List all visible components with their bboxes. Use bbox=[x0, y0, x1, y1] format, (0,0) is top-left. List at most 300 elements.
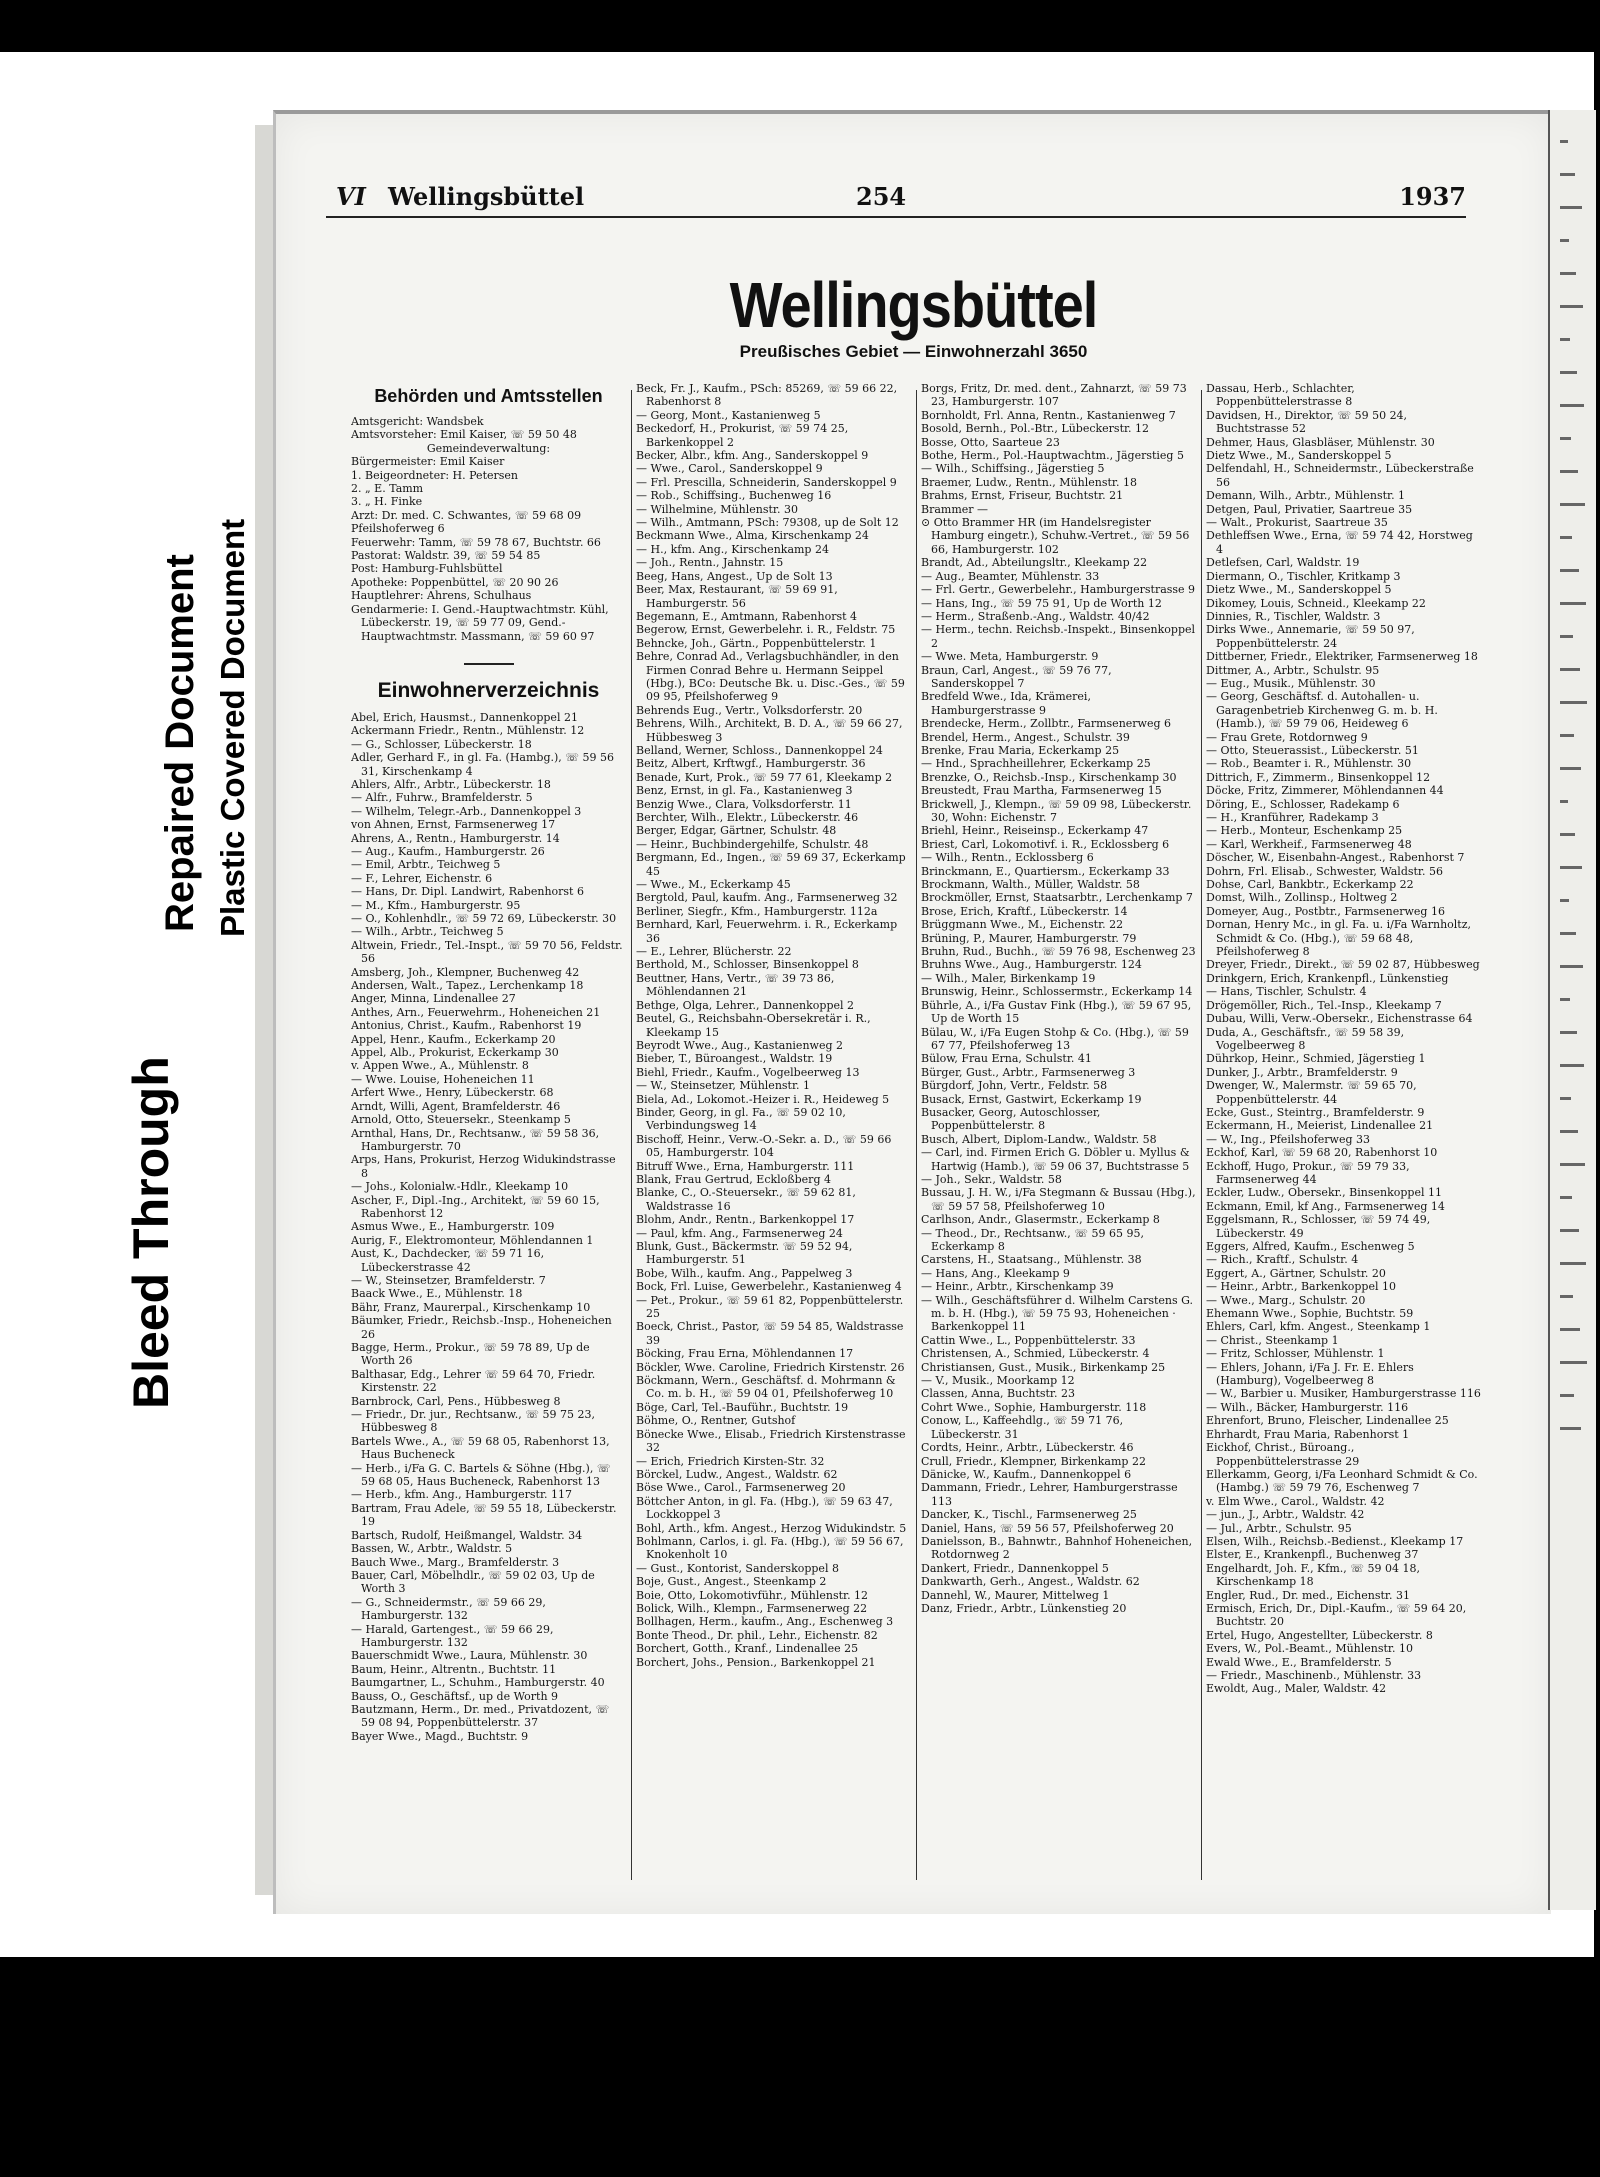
directory-entry: Daniel, Hans, ☏ 59 56 57, Pfeilshoferweg 20 bbox=[921, 1521, 1174, 1535]
directory-entry: — Wilh., Geschäftsführer d. Wilhelm Carstens G. m. b. H. (Hbg.), ☏ 59 75 93, Hoheneichen · Barkenkoppel 11 bbox=[921, 1293, 1194, 1334]
directory-entry: Ascher, F., Dipl.-Ing., Architekt, ☏ 59 60 15, Rabenhorst 12 bbox=[351, 1193, 600, 1220]
authority-entry: Feuerwehr: Tamm, ☏ 59 78 67, Buchtstr. 66 bbox=[351, 535, 601, 549]
directory-entry: Brinckmann, E., Quartiersm., Eckerkamp 33 bbox=[921, 864, 1170, 878]
directory-entry: Blank, Frau Gertrud, Eckloßberg 4 bbox=[636, 1172, 831, 1186]
directory-entry: von Ahnen, Ernst, Farmsenerweg 17 bbox=[351, 818, 556, 832]
directory-entry: Ehlers, Carl, kfm. Angest., Steenkamp 1 bbox=[1206, 1320, 1431, 1334]
directory-entry: Ermisch, Erich, Dr., Dipl.-Kaufm., ☏ 59 64 20, Buchtstr. 20 bbox=[1206, 1601, 1467, 1629]
directory-entry: Borchert, Johs., Pension., Barkenkoppel 21 bbox=[636, 1655, 876, 1669]
directory-entry: Börckel, Ludw., Angest., Waldstr. 62 bbox=[636, 1467, 838, 1481]
directory-entry: Breustedt, Frau Martha, Farmsenerweg 15 bbox=[921, 784, 1162, 798]
directory-entry: Busack, Ernst, Gastwirt, Eckerkamp 19 bbox=[921, 1092, 1142, 1106]
directory-entry: Dankwarth, Gerh., Angest., Waldstr. 62 bbox=[921, 1575, 1140, 1589]
directory-entry: v. Elm Wwe., Carol., Waldstr. 42 bbox=[1206, 1494, 1385, 1508]
directory-entry: — Rich., Kraftf., Schulstr. 4 bbox=[1206, 1253, 1359, 1267]
directory-entry: Danz, Friedr., Arbtr., Lünkenstieg 20 bbox=[921, 1601, 1127, 1615]
directory-entry: — Rob., Beamter i. R., Mühlenstr. 30 bbox=[1206, 757, 1412, 771]
directory-entry: — Theod., Dr., Rechtsanw., ☏ 59 65 95, Eckerkamp 8 bbox=[921, 1226, 1145, 1253]
directory-entry: Delfendahl, H., Schneidermstr., Lübeckerstraße 56 bbox=[1206, 462, 1474, 489]
directory-entry: Ackermann Friedr., Rentn., Mühlenstr. 12 bbox=[351, 724, 585, 738]
adjacent-page-text-fragment bbox=[1560, 291, 1583, 308]
adjacent-page-text-fragment bbox=[1560, 225, 1569, 242]
directory-entry: Dankert, Friedr., Dannenkoppel 5 bbox=[921, 1561, 1109, 1575]
directory-entry: Berger, Edgar, Gärtner, Schulstr. 48 bbox=[636, 824, 837, 838]
directory-entry: Christensen, A., Schmied, Lübeckerstr. 4 bbox=[921, 1347, 1150, 1361]
directory-entry: Dittberner, Friedr., Elektriker, Farmsenerweg 18 bbox=[1206, 650, 1478, 664]
page-edge-shadow bbox=[255, 125, 273, 1895]
directory-entry: — W., Steinsetzer, Bramfelderstr. 7 bbox=[351, 1273, 546, 1287]
directory-entry: — Wwe. Louise, Hoheneichen 11 bbox=[351, 1072, 535, 1086]
directory-entry: Andersen, Walt., Tapez., Lerchenkamp 18 bbox=[351, 979, 584, 993]
directory-entry: Dietz Wwe., M., Sanderskoppel 5 bbox=[1206, 583, 1392, 597]
directory-entry: Baum, Heinr., Altrentn., Buchtstr. 11 bbox=[351, 1662, 557, 1676]
directory-entry: Bartels Wwe., A., ☏ 59 68 05, Rabenhorst 13, Haus Bucheneck bbox=[351, 1434, 610, 1462]
directory-entry: Benade, Kurt, Prok., ☏ 59 77 61, Kleekamp 2 bbox=[636, 770, 893, 784]
adjacent-page-text-fragment bbox=[1560, 1413, 1581, 1430]
column-divider bbox=[1201, 390, 1202, 1880]
running-header bbox=[336, 182, 1466, 212]
plastic-covered-label: Plastic Covered Document bbox=[214, 518, 251, 937]
authority-entry: Hauptlehrer: Ahrens, Schulhaus bbox=[351, 589, 532, 603]
directory-entry: — Wilh., Schiffsing., Jägerstieg 5 bbox=[921, 462, 1105, 476]
directory-entry: Altwein, Friedr., Tel.-Inspt., ☏ 59 70 56, Feldstr. 56 bbox=[351, 938, 623, 966]
town-title: Wellingsbüttel bbox=[729, 268, 1098, 341]
directory-entry: Döscher, W., Eisenbahn-Angest., Rabenhorst 7 bbox=[1206, 851, 1465, 865]
directory-entry: Bergmann, Ed., Ingen., ☏ 59 69 37, Eckerkamp 45 bbox=[636, 851, 906, 878]
authority-entry: Bürgermeister: Emil Kaiser bbox=[351, 455, 505, 469]
column-3 bbox=[921, 382, 1196, 1882]
adjacent-page-text-fragment bbox=[1560, 555, 1579, 572]
directory-entry: — Paul, kfm. Ang., Farmsenerweg 24 bbox=[636, 1226, 843, 1240]
directory-entry: — Georg, Mont., Kastanienweg 5 bbox=[636, 408, 821, 422]
directory-entry: Dornan, Henry Mc., in gl. Fa. u. i/Fa Warnholtz, Schmidt & Co. (Hbg.), ☏ 59 68 48, Pfeilshoferweg 8 bbox=[1206, 918, 1472, 959]
adjacent-page-text-fragment bbox=[1560, 1380, 1574, 1397]
directory-entry: Eckler, Ludw., Obersekr., Binsenkoppel 11 bbox=[1206, 1186, 1442, 1200]
directory-entry: Döcke, Fritz, Zimmerer, Möhlendannen 44 bbox=[1206, 784, 1444, 798]
directory-entry: Bönecke Wwe., Elisab., Friedrich Kirstenstrasse 32 bbox=[636, 1427, 906, 1455]
directory-entry: Brunswig, Heinr., Schlossermstr., Eckerkamp 14 bbox=[921, 985, 1193, 999]
directory-entry: Brandt, Ad., Abteilungsltr., Kleekamp 22 bbox=[921, 556, 1148, 570]
directory-entry: Baack Wwe., E., Mühlenstr. 18 bbox=[351, 1287, 523, 1301]
directory-entry: Cattin Wwe., L., Poppenbüttelerstr. 33 bbox=[921, 1333, 1136, 1347]
directory-entry: — Herb., Monteur, Eschenkamp 25 bbox=[1206, 824, 1403, 838]
directory-entry: — Wwe., Marg., Schulstr. 20 bbox=[1206, 1293, 1366, 1307]
directory-entry: Elsen, Wilh., Reichsb.-Bedienst., Kleekamp 17 bbox=[1206, 1534, 1464, 1548]
directory-entry: Beitz, Albert, Krftwgf., Hamburgerstr. 36 bbox=[636, 757, 866, 771]
directory-entry: — Heinr., Arbtr., Barkenkoppel 10 bbox=[1206, 1280, 1396, 1294]
directory-entry: Bähr, Franz, Maurerpal., Kirschenkamp 10 bbox=[351, 1300, 591, 1314]
directory-entry: Bayer Wwe., Magd., Buchtstr. 9 bbox=[351, 1729, 529, 1743]
directory-entry: Belland, Werner, Schloss., Dannenkoppel 24 bbox=[636, 743, 883, 757]
authority-entry: Post: Hamburg-Fuhlsbüttel bbox=[351, 562, 503, 576]
directory-entry: Behrens, Wilh., Architekt, B. D. A., ☏ 59 66 27, Hübbesweg 3 bbox=[636, 717, 903, 744]
directory-entry: Bohlmann, Carlos, i. gl. Fa. (Hbg.), ☏ 59 56 67, Knokenholt 10 bbox=[636, 1534, 904, 1562]
directory-entry: Bruhn, Rud., Buchh., ☏ 59 76 98, Eschenweg 23 bbox=[921, 945, 1196, 959]
column-divider bbox=[631, 390, 632, 1880]
adjacent-page-text-fragment bbox=[1560, 819, 1575, 836]
directory-entry: Eggert, A., Gärtner, Schulstr. 20 bbox=[1206, 1266, 1386, 1280]
directory-entry: — Wilh., Arbtr., Teichweg 5 bbox=[351, 925, 504, 939]
directory-entry: Bäumker, Friedr., Reichsb.-Insp., Hoheneichen 26 bbox=[351, 1314, 612, 1341]
directory-entry: Aurig, F., Elektromonteur, Möhlendannen 1 bbox=[351, 1233, 594, 1247]
directory-entry: Beuttner, Hans, Vertr., ☏ 39 73 86, Möhlendannen 21 bbox=[636, 971, 835, 999]
directory-entry: Bock, Frl. Luise, Gewerbelehr., Kastanienweg 4 bbox=[636, 1280, 902, 1294]
directory-entry: Brose, Erich, Kraftf., Lübeckerstr. 14 bbox=[921, 904, 1128, 918]
directory-entry: Brahms, Ernst, Friseur, Buchtstr. 21 bbox=[921, 489, 1124, 503]
directory-entry: — Emil, Arbtr., Teichweg 5 bbox=[351, 858, 501, 872]
directory-entry: Ahlers, Alfr., Arbtr., Lübeckerstr. 18 bbox=[351, 777, 551, 791]
directory-entry: Berchter, Wilh., Elektr., Lübeckerstr. 46 bbox=[636, 811, 859, 824]
directory-entry: Cordts, Heinr., Arbtr., Lübeckerstr. 46 bbox=[921, 1441, 1134, 1455]
directory-entry: Arndt, Willi, Agent, Bramfelderstr. 46 bbox=[351, 1099, 561, 1113]
directory-entry: Becker, Albr., kfm. Ang., Sanderskoppel 9 bbox=[636, 449, 869, 463]
directory-entry: — Heinr., Arbtr., Kirschenkamp 39 bbox=[921, 1280, 1114, 1294]
directory-entry: Engler, Rud., Dr. med., Eichenstr. 31 bbox=[1206, 1588, 1410, 1602]
adjacent-page-text-fragment bbox=[1560, 258, 1576, 275]
directory-entry: — Wilh., Bäcker, Hamburgerstr. 116 bbox=[1206, 1400, 1409, 1414]
directory-entry: — Rob., Schiffsing., Buchenweg 16 bbox=[636, 489, 832, 503]
directory-entry: Bülow, Frau Erna, Schulstr. 41 bbox=[921, 1052, 1092, 1066]
directory-entry: Begemann, E., Amtmann, Rabenhorst 4 bbox=[636, 609, 858, 623]
authority-entry: Gendarmerie: I. Gend.-Hauptwachtmstr. Kühl, Lübeckerstr. 19, ☏ 59 77 09, Gend.-Hauptwachtmstr. Massmann, ☏ 59 60 97 bbox=[351, 602, 609, 643]
directory-entry: Dubau, Willi, Verw.-Obersekr., Eichenstrasse 64 bbox=[1206, 1012, 1473, 1026]
directory-entry: Boeck, Christ., Pastor, ☏ 59 54 85, Waldstrasse 39 bbox=[636, 1320, 904, 1347]
directory-entry: Bührle, A., i/Fa Gustav Fink (Hbg.), ☏ 59 67 95, Up de Worth 15 bbox=[921, 998, 1192, 1026]
directory-entry: Brenke, Frau Maria, Eckerkamp 25 bbox=[921, 743, 1120, 757]
directory-entry: — Aug., Beamter, Mühlenstr. 33 bbox=[921, 569, 1100, 583]
directory-entry: Beckmann Wwe., Alma, Kirschenkamp 24 bbox=[636, 529, 869, 543]
adjacent-page-text-fragment bbox=[1560, 159, 1575, 176]
directory-entry: — Hans, Dr. Dipl. Landwirt, Rabenhorst 6 bbox=[351, 885, 584, 899]
directory-entry: Arnold, Otto, Steuersekr., Steenkamp 5 bbox=[351, 1113, 571, 1127]
directory-entry: Barnbrock, Carl, Pens., Hübbesweg 8 bbox=[351, 1394, 561, 1408]
directory-entry: Balthasar, Edg., Lehrer ☏ 59 64 70, Friedr. Kirstenstr. 22 bbox=[351, 1367, 596, 1395]
adjacent-page-text-fragment bbox=[1560, 951, 1583, 968]
directory-entry: Briehl, Heinr., Reiseinsp., Eckerkamp 47 bbox=[921, 824, 1149, 838]
adjacent-page-text-fragment bbox=[1560, 720, 1574, 737]
directory-entry: — Frl. Gertr., Gewerbelehr., Hamburgerstrasse 9 bbox=[921, 583, 1196, 597]
directory-entry: Drinkgern, Erich, Krankenpfl., Lünkenstieg bbox=[1206, 971, 1449, 985]
condition-label-strip bbox=[0, 52, 258, 1957]
directory-entry: Bornholdt, Frl. Anna, Rentn., Kastanienweg 7 bbox=[921, 408, 1176, 422]
directory-entry: Borgs, Fritz, Dr. med. dent., Zahnarzt, ☏ 59 73 23, Hamburgerstr. 107 bbox=[921, 382, 1187, 409]
column-divider bbox=[916, 390, 917, 1880]
directory-entry: Davidsen, H., Direktor, ☏ 59 50 24, Buchtstrasse 52 bbox=[1206, 408, 1408, 436]
directory-entry: — Heinr., Buchbindergehilfe, Schulstr. 48 bbox=[636, 837, 869, 851]
adjacent-page-text-fragment bbox=[1560, 687, 1587, 704]
directory-entry: Ehemann Wwe., Sophie, Buchtstr. 59 bbox=[1206, 1307, 1414, 1321]
film-border-bottom bbox=[0, 1957, 1600, 2177]
directory-entry: Beckedorf, H., Prokurist, ☏ 59 74 25, Barkenkoppel 2 bbox=[636, 422, 849, 449]
adjacent-page-text-fragment bbox=[1560, 1116, 1578, 1133]
directory-entry: — Erich, Friedrich Kirsten-Str. 32 bbox=[636, 1454, 825, 1468]
directory-entry: Böckler, Wwe. Caroline, Friedrich Kirstenstr. 26 bbox=[636, 1360, 905, 1374]
directory-entry: Bitruff Wwe., Erna, Hamburgerstr. 111 bbox=[636, 1159, 855, 1173]
directory-entry: Engelhardt, Joh. F., Kfm., ☏ 59 04 18, Kirschenkamp 18 bbox=[1206, 1561, 1421, 1589]
adjacent-page-text-fragment bbox=[1560, 192, 1582, 209]
adjacent-page-text-fragment bbox=[1560, 1347, 1587, 1364]
directory-entry: Ecke, Gust., Steintrg., Bramfelderstr. 9 bbox=[1206, 1105, 1425, 1119]
directory-entry: Dohrn, Frl. Elisab., Schwester, Waldstr. 56 bbox=[1206, 864, 1443, 878]
directory-entry: — Otto, Steuerassist., Lübeckerstr. 51 bbox=[1206, 743, 1419, 757]
directory-entry: Eckmann, Emil, kf Ang., Farmsenerweg 14 bbox=[1206, 1199, 1445, 1213]
directory-entry: Beck, Fr. J., Kaufm., PSch: 85269, ☏ 59 66 22, Rabenhorst 8 bbox=[636, 382, 898, 409]
directory-entry: Eckermann, H., Meierist, Lindenallee 21 bbox=[1206, 1119, 1434, 1133]
directory-entry: Arps, Hans, Prokurist, Herzog Widukindstrasse 8 bbox=[351, 1153, 616, 1180]
directory-entry: Böttcher Anton, in gl. Fa. (Hbg.), ☏ 59 63 47, Lockkoppel 3 bbox=[636, 1494, 893, 1522]
adjacent-page-text-fragment bbox=[1560, 522, 1572, 539]
directory-entry: Cohrt Wwe., Sophie, Hamburgerstr. 118 bbox=[921, 1400, 1147, 1414]
directory-entry: Bollhagen, Herm., kaufm., Ang., Eschenweg 3 bbox=[636, 1615, 894, 1629]
authority-entry: Gemeindeverwaltung: bbox=[426, 441, 551, 455]
directory-entry: Behrends Eug., Vertr., Volksdorferstr. 20 bbox=[636, 703, 863, 717]
column-2 bbox=[636, 382, 911, 1882]
directory-entry: Crull, Friedr., Klempner, Birkenkamp 22 bbox=[921, 1454, 1146, 1468]
directory-entry: Dietz Wwe., M., Sanderskoppel 5 bbox=[1206, 449, 1392, 463]
directory-entry: Böhme, O., Rentner, Gutshof bbox=[636, 1414, 796, 1428]
directory-entry: Ahrens, A., Rentn., Hamburgerstr. 14 bbox=[351, 831, 560, 845]
section-divider bbox=[464, 663, 514, 665]
directory-entry: Duda, A., Geschäftsfr., ☏ 59 58 39, Vogelbeerweg 8 bbox=[1206, 1025, 1405, 1052]
directory-entry: Baumgartner, L., Schuhm., Hamburgerstr. 40 bbox=[351, 1676, 605, 1690]
directory-entry: Böckmann, Wern., Geschäftsf. d. Mohrmann & Co. m. b. H., ☏ 59 04 01, Pfeilshoferweg 10 bbox=[636, 1374, 896, 1401]
authority-entry: 3. „ H. Finke bbox=[351, 495, 423, 509]
directory-entry: — H., Kranführer, Radekamp 3 bbox=[1206, 811, 1379, 824]
directory-entry: Elster, E., Krankenpfl., Buchenweg 37 bbox=[1206, 1548, 1419, 1562]
directory-entry: — E., Lehrer, Blücherstr. 22 bbox=[636, 945, 792, 959]
directory-entry: Brockmann, Walth., Müller, Waldstr. 58 bbox=[921, 878, 1140, 892]
directory-entry: — Karl, Werkheif., Farmsenerweg 48 bbox=[1206, 837, 1412, 851]
directory-entry: Boje, Gust., Angest., Steenkamp 2 bbox=[636, 1575, 827, 1589]
directory-entry: Brüning, P., Maurer, Hamburgerstr. 79 bbox=[921, 931, 1137, 945]
authority-entry: 1. Beigeordneter: H. Petersen bbox=[351, 468, 518, 482]
adjacent-page-edge bbox=[1548, 110, 1596, 1910]
directory-entry: — Wilh., Rentn., Ecklossberg 6 bbox=[921, 851, 1094, 865]
directory-entry: — Wilhelm, Telegr.-Arb., Dannenkoppel 3 bbox=[351, 804, 582, 818]
column-1 bbox=[351, 382, 626, 1882]
directory-entry: Brenzke, O., Reichsb.-Insp., Kirschenkamp 30 bbox=[921, 770, 1177, 784]
directory-entry: — Gust., Kontorist, Sanderskoppel 8 bbox=[636, 1561, 839, 1575]
directory-entry: — Hans, Tischler, Schulstr. 4 bbox=[1206, 985, 1367, 999]
authority-entry: 2. „ E. Tamm bbox=[351, 482, 424, 496]
directory-entry: Böge, Carl, Tel.-Bauführ., Buchtstr. 19 bbox=[636, 1400, 849, 1414]
directory-entry: Eickhof, Christ., Büroang., Poppenbüttelerstrasse 29 bbox=[1206, 1441, 1360, 1468]
directory-entry: Dammann, Friedr., Lehrer, Hamburgerstrasse 113 bbox=[921, 1481, 1178, 1508]
adjacent-page-text-fragment bbox=[1560, 423, 1571, 440]
directory-entry: Christiansen, Gust., Musik., Birkenkamp 25 bbox=[921, 1360, 1166, 1374]
film-border-top bbox=[0, 0, 1600, 52]
directory-entry: Evers, W., Pol.-Beamt., Mühlenstr. 10 bbox=[1206, 1642, 1413, 1656]
directory-entry: Bischoff, Heinr., Verw.-O.-Sekr. a. D., ☏ 59 66 05, Hamburgerstr. 104 bbox=[636, 1132, 892, 1160]
directory-entry: Bethge, Olga, Lehrer., Dannenkoppel 2 bbox=[636, 998, 855, 1012]
directory-entry: — Frau Grete, Rotdornweg 9 bbox=[1206, 730, 1368, 744]
directory-entry: Bürgdorf, John, Vertr., Feldstr. 58 bbox=[921, 1079, 1108, 1093]
adjacent-page-text-fragment bbox=[1560, 357, 1577, 374]
directory-entry: Bobe, Wilh., kaufm. Ang., Pappelweg 3 bbox=[636, 1266, 853, 1280]
adjacent-page-text-fragment bbox=[1560, 588, 1586, 605]
directory-entry: Blunk, Gust., Bäckermstr. ☏ 59 52 94, Hamburgerstr. 51 bbox=[636, 1240, 853, 1267]
directory-entry: — W., Ing., Pfeilshoferweg 33 bbox=[1206, 1132, 1371, 1146]
directory-entry: Bassen, W., Arbtr., Waldstr. 5 bbox=[351, 1542, 513, 1556]
directory-entry: — Friedr., Maschinenb., Mühlenstr. 33 bbox=[1206, 1669, 1422, 1682]
directory-entry: Bautzmann, Herm., Dr. med., Privatdozent, ☏ 59 08 94, Poppenbüttelerstr. 37 bbox=[351, 1702, 610, 1730]
directory-entry: Domeyer, Aug., Postbtr., Farmsenerweg 16 bbox=[1206, 904, 1445, 918]
directory-entry: — Wilh., Maler, Birkenkamp 19 bbox=[921, 971, 1096, 985]
adjacent-page-text-fragment bbox=[1560, 621, 1573, 638]
directory-entry: — Herm., Straßenb.-Ang., Waldstr. 40/42 bbox=[921, 609, 1150, 623]
authority-entry: Amtsvorsteher: Emil Kaiser, ☏ 59 50 48 bbox=[351, 428, 577, 442]
directory-entry: Anthes, Arn., Feuerwehrm., Hoheneichen 21 bbox=[351, 1005, 601, 1019]
directory-entry: Dirks Wwe., Annemarie, ☏ 59 50 97, Poppenbüttelerstr. 24 bbox=[1206, 623, 1415, 650]
directory-entry: — Fritz, Schlosser, Mühlenstr. 1 bbox=[1206, 1347, 1385, 1361]
directory-entry: — Harald, Gartengest., ☏ 59 66 29, Hamburgerstr. 132 bbox=[351, 1622, 554, 1649]
directory-entry: Bernhard, Karl, Feuerwehrm. i. R., Eckerkamp 36 bbox=[636, 918, 898, 945]
directory-entry: Brammer — bbox=[921, 502, 989, 516]
directory-entry: Berliner, Siegfr., Kfm., Hamburgerstr. 112a bbox=[636, 904, 878, 918]
directory-entry: Drögemöller, Rich., Tel.-Insp., Kleekamp 7 bbox=[1206, 998, 1442, 1012]
directory-entry: Bosold, Bernh., Pol.-Btr., Lübeckerstr. 12 bbox=[921, 422, 1150, 436]
directory-entry: Bülau, W., i/Fa Eugen Stohp & Co. (Hbg.), ☏ 59 67 77, Pfeilshoferweg 13 bbox=[921, 1025, 1189, 1052]
directory-entry: Bagge, Herm., Prokur., ☏ 59 78 89, Up de Worth 26 bbox=[351, 1341, 590, 1368]
directory-entry: Dancker, K., Tischl., Farmsenerweg 25 bbox=[921, 1508, 1137, 1522]
directory-entry: Bauss, O., Geschäftsf., up de Worth 9 bbox=[351, 1689, 559, 1703]
directory-entry: Brendel, Herm., Angest., Schulstr. 39 bbox=[921, 730, 1130, 744]
directory-entry: Bauch Wwe., Marg., Bramfelderstr. 3 bbox=[351, 1555, 560, 1569]
directory-entry: Aust, K., Dachdecker, ☏ 59 71 16, Lübeckerstrasse 42 bbox=[351, 1247, 545, 1274]
header-place: Wellingsbüttel bbox=[388, 182, 585, 211]
directory-entry: Detgen, Paul, Privatier, Saartreue 35 bbox=[1206, 502, 1413, 516]
directory-entry: — jun., J., Arbtr., Waldstr. 42 bbox=[1206, 1508, 1365, 1522]
directory-entry: — W., Steinsetzer, Mühlenstr. 1 bbox=[636, 1079, 811, 1093]
directory-entry: Carlhson, Andr., Glasermstr., Eckerkamp 8 bbox=[921, 1213, 1160, 1227]
directory-entry: Blohm, Andr., Rentn., Barkenkoppel 17 bbox=[636, 1213, 855, 1227]
directory-entry: — V., Musik., Moorkamp 12 bbox=[921, 1374, 1075, 1388]
directory-entry: Ewoldt, Aug., Maler, Waldstr. 42 bbox=[1206, 1682, 1387, 1696]
adjacent-page-text-fragment bbox=[1560, 1248, 1586, 1265]
directory-entry: Beeg, Hans, Angest., Up de Solt 13 bbox=[636, 569, 833, 583]
directory-entry: — H., kfm. Ang., Kirschenkamp 24 bbox=[636, 542, 829, 556]
directory-entry: Ewald Wwe., E., Bramfelderstr. 5 bbox=[1206, 1655, 1392, 1669]
directory-entry: — Wwe. Meta, Hamburgerstr. 9 bbox=[921, 650, 1099, 664]
column-3-list bbox=[921, 382, 1196, 1615]
adjacent-page-text-fragment bbox=[1560, 1017, 1577, 1034]
adjacent-page-text-fragment bbox=[1560, 753, 1581, 770]
residents-list bbox=[351, 711, 626, 1743]
directory-entry: Adler, Gerhard F., in gl. Fa. (Hambg.), ☏ 59 56 31, Kirschenkamp 4 bbox=[351, 751, 615, 778]
directory-entry: — F., Lehrer, Eichenstr. 6 bbox=[351, 871, 493, 885]
directory-entry: Dreyer, Friedr., Direkt., ☏ 59 02 87, Hübbesweg bbox=[1206, 958, 1480, 972]
directory-entry: Dittrich, F., Zimmerm., Binsenkoppel 12 bbox=[1206, 770, 1431, 784]
directory-entry: Detlefsen, Carl, Waldstr. 19 bbox=[1206, 556, 1360, 570]
repaired-document-label: Repaired Document bbox=[158, 554, 202, 932]
directory-entry: Behncke, Joh., Gärtn., Poppenbüttelerstr. 1 bbox=[636, 636, 877, 650]
header-rule bbox=[326, 216, 1466, 218]
directory-entry: Ehrenfort, Bruno, Fleischer, Lindenallee 25 bbox=[1206, 1414, 1449, 1428]
adjacent-page-text-fragment bbox=[1560, 1281, 1573, 1298]
directory-entry: — Carl, ind. Firmen Erich G. Döbler u. Myllus & Hartwig (Hamb.), ☏ 59 06 37, Buchtstrasse 5 bbox=[921, 1146, 1190, 1173]
directory-entry: Classen, Anna, Buchtstr. 23 bbox=[921, 1387, 1075, 1401]
directory-entry: — Hans, Ang., Kleekamp 9 bbox=[921, 1266, 1070, 1280]
directory-entry: Bieber, T., Büroangest., Waldstr. 19 bbox=[636, 1052, 833, 1066]
directory-entry: Beutel, G., Reichsbahn-Obersekretär i. R., Kleekamp 15 bbox=[636, 1012, 871, 1039]
authority-entry: Pastorat: Waldstr. 39, ☏ 59 54 85 bbox=[351, 549, 541, 563]
adjacent-page-text-fragment bbox=[1560, 390, 1584, 407]
directory-entry: Dehmer, Haus, Glasbläser, Mühlenstr. 30 bbox=[1206, 435, 1435, 449]
bleed-through-label: Bleed Through bbox=[123, 1056, 179, 1409]
directory-entry: Domst, Wilh., Zollinsp., Holtweg 2 bbox=[1206, 891, 1398, 905]
directory-entry: Bauerschmidt Wwe., Laura, Mühlenstr. 30 bbox=[351, 1649, 588, 1663]
directory-entry: Bohl, Arth., kfm. Angest., Herzog Widukindstr. 5 bbox=[636, 1521, 907, 1535]
directory-entry: Benzig Wwe., Clara, Volksdorferstr. 11 bbox=[636, 797, 852, 811]
adjacent-page-text-fragment bbox=[1560, 1215, 1579, 1232]
adjacent-page-text-fragment bbox=[1560, 456, 1578, 473]
adjacent-page-text-fragment bbox=[1560, 489, 1585, 506]
directory-entry: — Ehlers, Johann, i/Fa J. Fr. E. Ehlers (Hamburg), Vogelbeerweg 8 bbox=[1206, 1360, 1414, 1388]
authorities-list bbox=[351, 415, 626, 643]
directory-entry: Abel, Erich, Hausmst., Dannenkoppel 21 bbox=[351, 710, 578, 724]
directory-entry: Dethleffsen Wwe., Erna, ☏ 59 74 42, Horstweg 4 bbox=[1206, 529, 1473, 556]
directory-entry: Bergtold, Paul, kaufm. Ang., Farmsenerweg 32 bbox=[636, 891, 898, 905]
column-4-list bbox=[1206, 382, 1481, 1696]
scanned-page bbox=[273, 110, 1551, 1914]
page-number: 254 bbox=[856, 182, 907, 211]
directory-entry: Busch, Albert, Diplom-Landw., Waldstr. 58 bbox=[921, 1132, 1157, 1146]
directory-entry: Brendecke, Herm., Zollbtr., Farmsenerweg 6 bbox=[921, 717, 1172, 731]
directory-entry: — Joh., Sekr., Waldstr. 58 bbox=[921, 1172, 1062, 1186]
directory-entry: Braemer, Ludw., Rentn., Mühlenstr. 18 bbox=[921, 475, 1137, 489]
directory-entry: Amsberg, Joh., Klempner, Buchenweg 42 bbox=[351, 965, 580, 979]
directory-entry: Diermann, O., Tischler, Kritkamp 3 bbox=[1206, 569, 1401, 583]
adjacent-page-text-fragment bbox=[1560, 126, 1568, 143]
directory-entry: Dassau, Herb., Schlachter, Poppenbüttelerstrasse 8 bbox=[1206, 382, 1355, 409]
directory-entry: Ehrhardt, Frau Maria, Rabenhorst 1 bbox=[1206, 1427, 1410, 1441]
volume-number: VI bbox=[336, 182, 366, 211]
directory-entry: Carstens, H., Staatsang., Mühlenstr. 38 bbox=[921, 1253, 1142, 1267]
directory-entry: — Alfr., Fuhrw., Bramfelderstr. 5 bbox=[351, 791, 533, 805]
adjacent-page-text-fragment bbox=[1560, 324, 1570, 341]
directory-entry: Bothe, Herm., Pol.-Hauptwachtm., Jägerstieg 5 bbox=[921, 449, 1184, 463]
directory-entry: — O., Kohlenhdlr., ☏ 59 72 69, Lübeckerstr. 30 bbox=[351, 912, 617, 925]
directory-entry: Asmus Wwe., E., Hamburgerstr. 109 bbox=[351, 1220, 555, 1234]
directory-entry: — Johs., Kolonialw.-Hdlr., Kleekamp 10 bbox=[351, 1180, 569, 1194]
directory-entry: Behre, Conrad Ad., Verlagsbuchhändler, in den Firmen Conrad Behre u. Hermann Seippel (Hbg.), BCo: Deutsche Bk. u. Disc.-Ges., ☏ 59 09 95, Pfeilshoferweg 9 bbox=[636, 650, 905, 704]
directory-entry: — Walt., Prokurist, Saartreue 35 bbox=[1206, 516, 1388, 530]
directory-entry: Antonius, Christ., Kaufm., Rabenhorst 19 bbox=[351, 1019, 582, 1033]
directory-entry: — Hans, Ing., ☏ 59 75 91, Up de Worth 12 bbox=[921, 596, 1162, 610]
column-4 bbox=[1206, 382, 1481, 1882]
directory-entry: — Hnd., Sprachheillehrer, Eckerkamp 25 bbox=[921, 757, 1151, 771]
authority-entry: Pfeilshoferweg 6 bbox=[351, 522, 445, 536]
adjacent-page-text-fragment bbox=[1560, 1050, 1584, 1067]
directory-entry: Dannehl, W., Maurer, Mittelweg 1 bbox=[921, 1588, 1110, 1602]
directory-entry: Döring, E., Schlosser, Radekamp 6 bbox=[1206, 797, 1400, 811]
directory-entry: Boie, Otto, Lokomotivführ., Mühlenstr. 12 bbox=[636, 1588, 869, 1602]
directory-entry: Appel, Alb., Prokurist, Eckerkamp 30 bbox=[351, 1046, 559, 1060]
directory-entry: — Frl. Prescilla, Schneiderin, Sanderskoppel 9 bbox=[636, 475, 897, 489]
directory-entry: Benz, Ernst, in gl. Fa., Kastanienweg 3 bbox=[636, 784, 853, 798]
directory-entry: — Herb., kfm. Ang., Hamburgerstr. 117 bbox=[351, 1488, 572, 1502]
directory-entry: Bussau, J. H. W., i/Fa Stegmann & Bussau (Hbg.), ☏ 59 57 58, Pfeilshoferweg 10 bbox=[921, 1186, 1196, 1213]
directory-entry: — Wilh., Amtmann, PSch: 79308, up de Solt 12 bbox=[636, 516, 899, 530]
directory-entry: ⊙ Otto Brammer HR (im Handelsregister Hamburg eingetr.), Schuhw.-Vertret., ☏ 59 56 66, Hamburgerstr. 102 bbox=[921, 516, 1190, 556]
directory-entry: Briest, Carl, Lokomotivf. i. R., Ecklossberg 6 bbox=[921, 837, 1170, 851]
directory-entry: — Wwe., M., Eckerkamp 45 bbox=[636, 878, 791, 892]
directory-entry: Bosse, Otto, Saarteue 23 bbox=[921, 435, 1060, 449]
directory-entry: — Georg, Geschäftsf. d. Autohallen- u. Garagenbetrieb Kirchenweg G. m. b. H. (Hamb.), ☏ 59 79 06, Heideweg 6 bbox=[1206, 690, 1438, 731]
directory-entry: — W., Barbier u. Musiker, Hamburgerstrasse 116 bbox=[1206, 1387, 1481, 1401]
directory-entry: Dohse, Carl, Bankbtr., Eckerkamp 22 bbox=[1206, 878, 1414, 892]
directory-entry: Dwenger, W., Malermstr. ☏ 59 65 70, Poppenbüttelerstr. 44 bbox=[1206, 1079, 1417, 1106]
